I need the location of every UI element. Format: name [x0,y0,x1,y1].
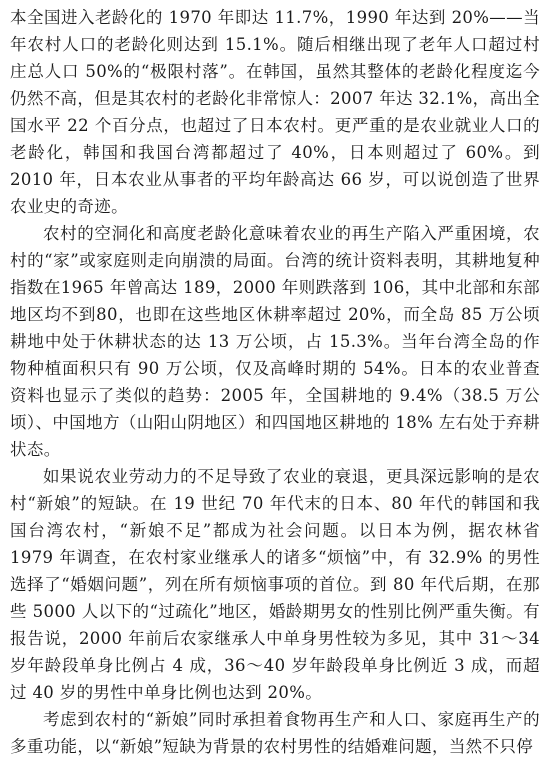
paragraph-elderly-ageing: 本全国进入老龄化的 1970 年即达 11.7%，1990 年达到 20%——当年农村人口的老龄化则达到 15.1%。随后相继出现了老年人口超过村庄总人口 50%的“极限村落”。在韩国，虽然其整体的老龄化程度迄今仍然不高，但是其农村的老龄化非常惊人：2007 年达 32.1%，高出全国水平 22 个百分点，也超过了日本农村。更严重的是农业就业人口的老龄化，韩国和我国台湾都超过了 40%，日本则超过了 60%。到 2010 年，日本农业从事者的平均年龄高达 66 岁，可以说创造了世界农业史的奇迹。 [10,8,540,216]
paragraph-bride-shortage: 如果说农业劳动力的不足导致了农业的衰退，更具深远影响的是农村“新娘”的短缺。在 19 世纪 70 年代末的日本、80 年代的韩国和我国台湾农村，“新娘不足”都成为社会问题。以日本为例，据农林省 1979 年调查，在农村家业继承人的诸多“烦恼”中，有 32.9% 的男性选择了“婚姻问题”，列在所有烦恼事项的首位。到 80 年代后期，在那些 5000 人以下的“过疏化”地区，婚龄期男女的性别比例严重失衡。有报告说，2000 年前后农家继承人中单身男性较为多见，其中 31～34 岁年龄段单身比例占 4 成，36～40 岁年龄段单身比例近 3 成，而超过 40 岁的男性中单身比例也达到 20%。 [10,467,540,702]
paragraph-farmland-abandonment: 农村的空洞化和高度老龄化意味着农业的再生产陷入严重困境，农村的“家”或家庭则走向崩溃的局面。台湾的统计资料表明，其耕地复种指数在1965 年曾高达 189，2000 年则跌落到 106，其中北部和东部地区均不到80，也即在这些地区休耕率超过 20%，而全岛 85 万公顷耕地中处于休耕状态的达 13 万公顷，占 15.3%。当年台湾全岛的作物种植面积只有 90 万公顷，仅及高峰时期的 54%。日本的农业普查资料也显示了类似的趋势：2005 年，全国耕地的 9.4%（38.5 万公顷）、中国地方（山阳山阴地区）和四国地区耕地的 18% 左右处于弃耕状态。 [10,224,540,459]
document-page [10,4,540,760]
paragraph-marriage-difficulty: 考虑到农村的“新娘”同时承担着食物再生产和人口、家庭再生产的多重功能，以“新娘”短缺为背景的农村男性的结婚难问题，当然不只停 [10,710,540,756]
